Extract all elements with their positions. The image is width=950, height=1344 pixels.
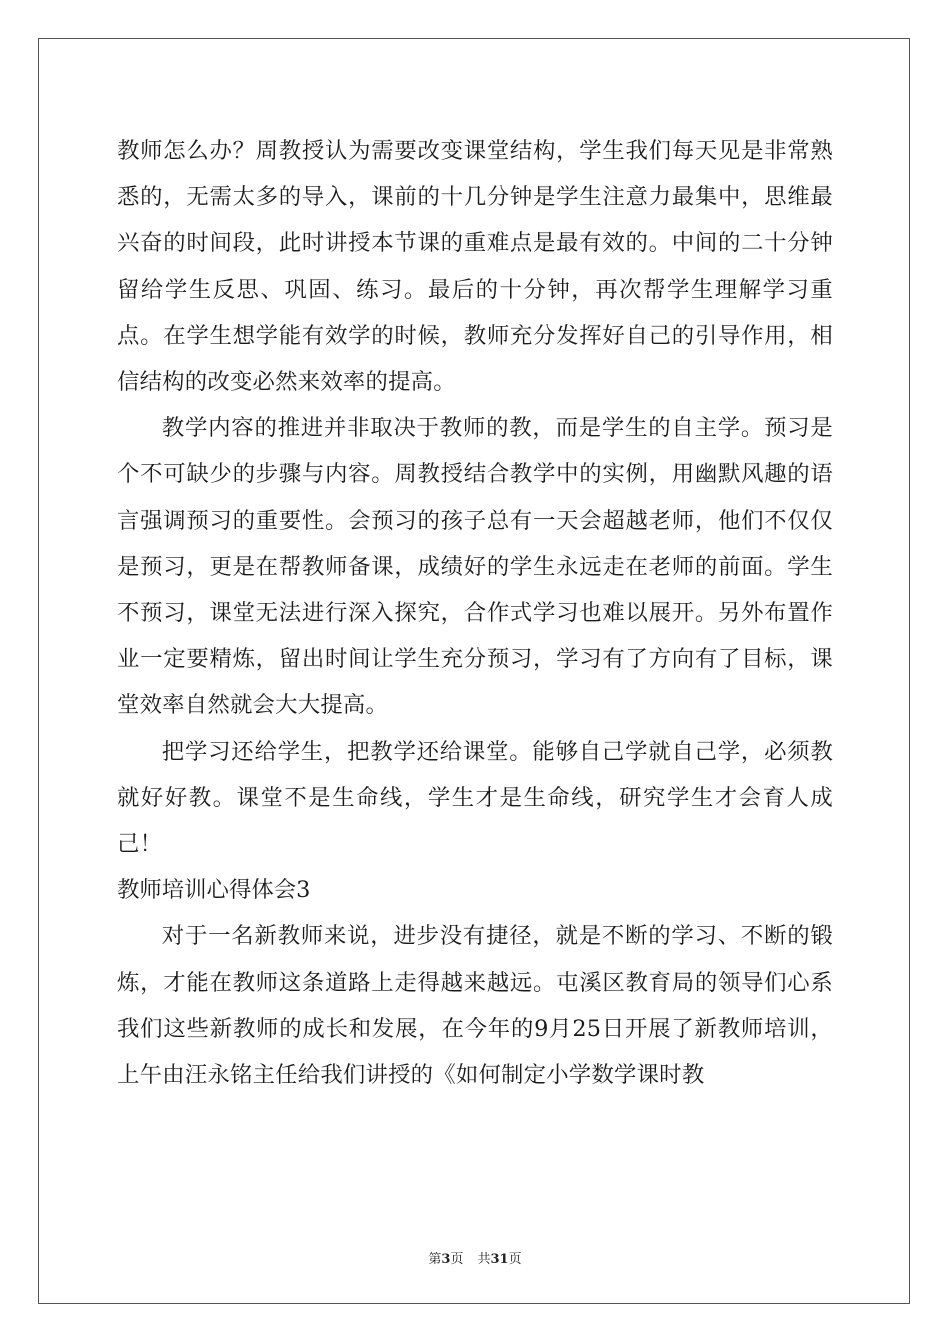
paragraph-2: 教学内容的推进并非取决于教师的教，而是学生的自主学。预习是个不可缺少的步骤与内容。周教授结合教学中的实例，用幽默风趣的语言强调预习的重要性。会预习的孩子总有一天会超越老师，他们不仅仅是预习，更是在帮教师备课，成绩好的学生永远走在老师的前面。学生不预习，课堂无法进行深入探究，合作式学习也难以展开。另外布置作业一定要精炼，留出时间让学生充分预习，学习有了方向有了目标，课堂效率自然就会大大提高。	[117, 415, 833, 719]
page-suffix: 页	[450, 1252, 464, 1267]
page-footer	[0, 1248, 950, 1267]
page-prefix: 第	[428, 1252, 442, 1267]
total-prefix: 共	[477, 1252, 491, 1267]
paragraph-4: 对于一名新教师来说，进步没有捷径，就是不断的学习、不断的锻炼，才能在教师这条道路上走得越来越远。屯溪区教育局的领导们心系我们这些新教师的成长和发展，在今年的9月25日开展了新教师培训，上午由汪永铭主任给我们讲授的《如何制定小学数学课时教	[117, 923, 833, 1089]
section-heading: 教师培训心得体会3	[117, 877, 311, 904]
total-page-number: 31	[490, 1252, 509, 1267]
current-page-number: 3	[441, 1252, 451, 1267]
document-body	[117, 128, 833, 1098]
paragraph-1: 教师怎么办？周教授认为需要改变课堂结构，学生我们每天见是非常熟悉的，无需太多的导入，课前的十几分钟是学生注意力最集中，思维最兴奋的时间段，此时讲授本节课的重难点是最有效的。中间的二十分钟留给学生反思、巩固、练习。最后的十分钟，再次帮学生理解学习重点。在学生想学能有效学的时候，教师充分发挥好自己的引导作用，相信结构的改变必然来效率的提高。	[117, 138, 833, 396]
paragraph-3: 把学习还给学生，把教学还给课堂。能够自己学就自己学，必须教就好好教。课堂不是生命线，学生才是生命线，研究学生才会育人成己！	[117, 738, 833, 858]
total-suffix: 页	[508, 1252, 522, 1267]
